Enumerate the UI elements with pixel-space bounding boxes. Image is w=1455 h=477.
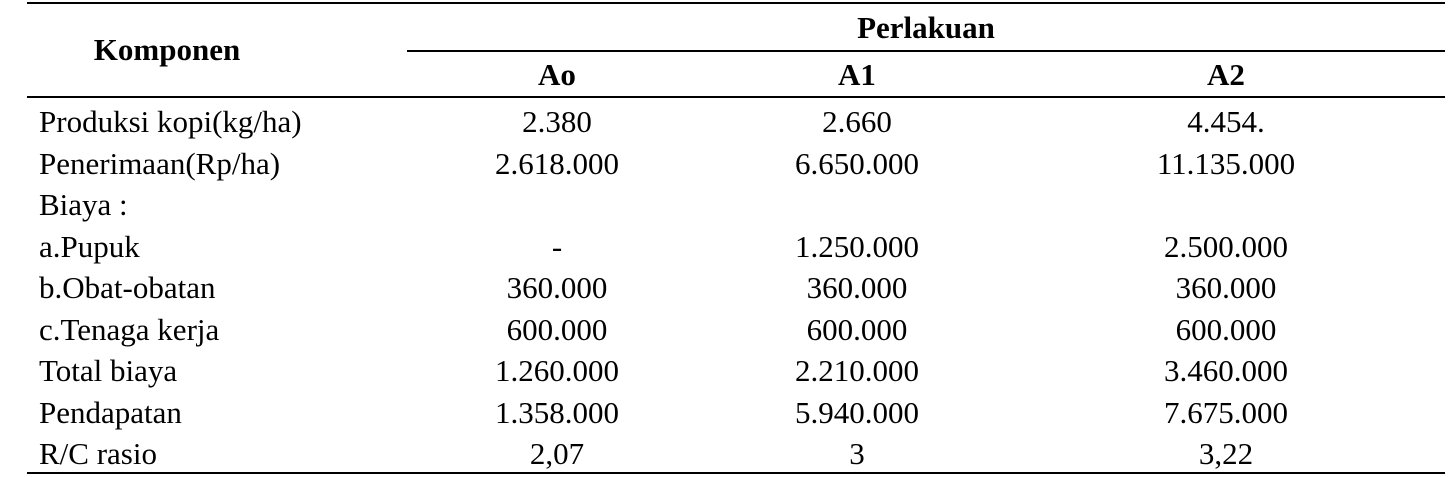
- row-value-a1: 2.210.000: [795, 353, 919, 388]
- row-label: b.Obat-obatan: [39, 270, 216, 305]
- row-value-ao: -: [551, 229, 563, 264]
- row-label: Produksi kopi(kg/ha): [39, 104, 302, 139]
- row-value-a1: 1.250.000: [795, 229, 919, 264]
- row-value-a2: 2.500.000: [1164, 229, 1288, 264]
- row-value-a2: 7.675.000: [1164, 395, 1288, 430]
- row-value-a1: [707, 185, 1007, 225]
- row-value-a2: 4.454.: [1187, 104, 1265, 139]
- row-value-ao: 2.380: [522, 104, 592, 139]
- row-value-ao: 2,07: [529, 436, 585, 471]
- header-col-a2: A2: [1207, 57, 1245, 92]
- header-komponen: Komponen: [93, 32, 241, 67]
- row-value-ao: 1.358.000: [495, 395, 619, 430]
- row-value-a2: 3.460.000: [1164, 353, 1288, 388]
- row-value-ao: [407, 185, 707, 225]
- header-bottom-rule: [27, 96, 1445, 98]
- row-value-a2: 3,22: [1198, 436, 1254, 471]
- row-label: Penerimaan(Rp/ha): [39, 146, 281, 181]
- row-label: a.Pupuk: [39, 229, 140, 264]
- row-value-ao: 2.618.000: [495, 146, 619, 181]
- row-label: Biaya :: [39, 187, 128, 222]
- row-value-a1: 600.000: [806, 312, 908, 347]
- row-value-a1: 360.000: [806, 270, 908, 305]
- row-value-a1: 3: [849, 436, 865, 471]
- row-value-ao: 1.260.000: [495, 353, 619, 388]
- header-col-a1: A1: [838, 57, 876, 92]
- perlakuan-rule: [407, 50, 1445, 52]
- row-label: R/C rasio: [39, 436, 157, 471]
- row-value-a1: 5.940.000: [795, 395, 919, 430]
- row-value-ao: 600.000: [506, 312, 608, 347]
- row-value-a1: 2.660: [822, 104, 892, 139]
- row-value-a2: [1007, 185, 1445, 225]
- row-label: Pendapatan: [39, 395, 182, 430]
- header-col-ao: Ao: [538, 57, 576, 92]
- data-table: [27, 0, 1445, 477]
- row-value-a2: 11.135.000: [1156, 146, 1296, 181]
- top-rule: [27, 2, 1445, 4]
- row-value-a1: 6.650.000: [795, 146, 919, 181]
- header-perlakuan: Perlakuan: [857, 10, 995, 45]
- row-label: Total biaya: [39, 353, 178, 388]
- row-value-a2: 600.000: [1175, 312, 1277, 347]
- row-value-ao: 360.000: [506, 270, 608, 305]
- row-value-a2: 360.000: [1175, 270, 1277, 305]
- row-label: c.Tenaga kerja: [39, 312, 220, 347]
